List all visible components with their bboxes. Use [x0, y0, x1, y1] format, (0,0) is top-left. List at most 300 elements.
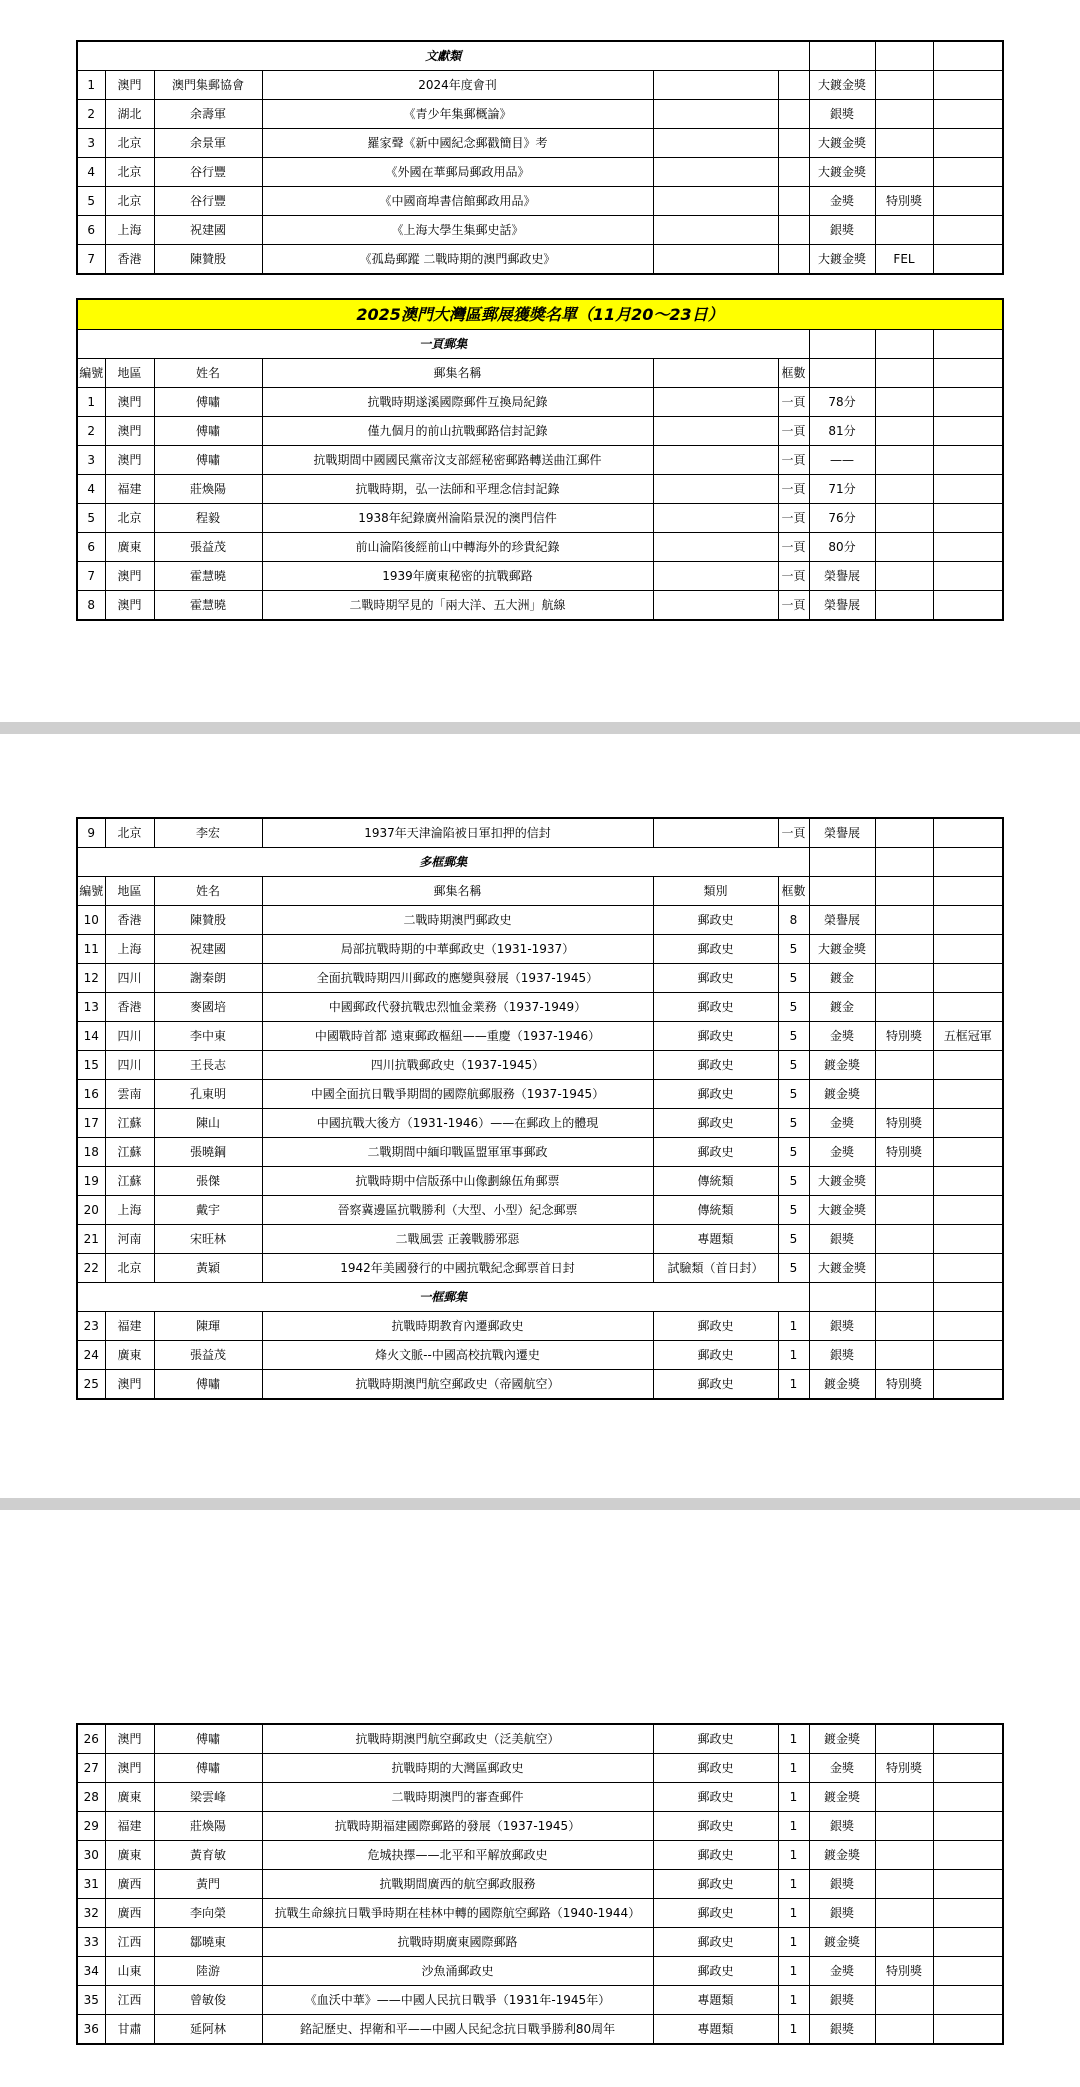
cell-no: 3: [77, 129, 105, 158]
cell-title: 銘記歷史、捍衛和平——中國人民紀念抗日戰爭勝利80周年: [262, 2015, 653, 2045]
column-header: 郵集名稱: [262, 877, 653, 906]
cell-award: 榮譽展: [809, 562, 875, 591]
cell-no: 26: [77, 1724, 105, 1754]
cell-category: [653, 533, 778, 562]
cell-no: 17: [77, 1109, 105, 1138]
cell-category: 傳統類: [653, 1196, 778, 1225]
cell-name: 谷行豐: [154, 158, 262, 187]
cell-no: 5: [77, 187, 105, 216]
cell-no: 10: [77, 906, 105, 935]
cell-category: [653, 158, 778, 187]
table-row: [77, 1254, 1003, 1283]
cell-title: 抗戰時期澳門航空郵政史（泛美航空）: [262, 1724, 653, 1754]
cell-name: 李宏: [154, 818, 262, 848]
cell-category: [653, 417, 778, 446]
cell-title: 《孤島郵蹤 二戰時期的澳門郵政史》: [262, 245, 653, 275]
cell-frames: [778, 71, 809, 100]
cell-region: 北京: [105, 129, 154, 158]
cell-category: [653, 591, 778, 621]
column-header: 類別: [653, 877, 778, 906]
cell-title: 《青少年集郵概論》: [262, 100, 653, 129]
cell-extra: [933, 504, 1003, 533]
cell-category: [653, 562, 778, 591]
cell-special: [875, 591, 933, 621]
table-row: [77, 533, 1003, 562]
cell-category: 郵政史: [653, 1754, 778, 1783]
table-row: [77, 1754, 1003, 1783]
cell-title: 局部抗戰時期的中華郵政史（1931-1937）: [262, 935, 653, 964]
cell-special: [875, 1167, 933, 1196]
awards-table-page-2: [76, 817, 1004, 1400]
cell-title: 抗戰時期的大灣區郵政史: [262, 1754, 653, 1783]
cell-title: 1942年美國發行的中國抗戰紀念郵票首日封: [262, 1254, 653, 1283]
cell-category: 郵政史: [653, 993, 778, 1022]
cell-title: 抗戰時期中信版孫中山像劃線伍角郵票: [262, 1167, 653, 1196]
cell-extra: [933, 129, 1003, 158]
cell-title: 中國全面抗日戰爭期間的國際航郵服務（1937-1945）: [262, 1080, 653, 1109]
cell-frames: 1: [778, 1870, 809, 1899]
cell-category: [653, 245, 778, 275]
table-row: [77, 1870, 1003, 1899]
cell-award: 大鍍金獎: [809, 1254, 875, 1283]
cell-frames: 一頁: [778, 388, 809, 417]
awards-table-page-3: [76, 1723, 1004, 2045]
cell-extra: [933, 475, 1003, 504]
table-row: [77, 446, 1003, 475]
cell-award: 銀獎: [809, 1899, 875, 1928]
section-title: 文獻類: [77, 41, 809, 71]
cell-extra: [933, 964, 1003, 993]
cell-frames: 一頁: [778, 475, 809, 504]
cell-region: 澳門: [105, 388, 154, 417]
cell-award: 鍍金獎: [809, 1080, 875, 1109]
cell-award: 大鍍金獎: [809, 129, 875, 158]
column-header: [875, 359, 933, 388]
cell-name: 傅嘯: [154, 1370, 262, 1400]
cell-name: 傅嘯: [154, 388, 262, 417]
cell-award: 榮譽展: [809, 591, 875, 621]
table-row: [77, 1724, 1003, 1754]
cell-frames: [778, 216, 809, 245]
cell-frames: 5: [778, 935, 809, 964]
cell-extra: [933, 1986, 1003, 2015]
cell-extra: [933, 1341, 1003, 1370]
cell-extra: [933, 591, 1003, 621]
cell-region: 山東: [105, 1957, 154, 1986]
cell-frames: 一頁: [778, 504, 809, 533]
cell-award: 金獎: [809, 1754, 875, 1783]
table-row: [77, 388, 1003, 417]
column-header: 地區: [105, 359, 154, 388]
cell-category: [653, 100, 778, 129]
cell-special: 特別獎: [875, 1022, 933, 1051]
cell-frames: [778, 100, 809, 129]
cell-name: 陳贊殷: [154, 906, 262, 935]
cell-category: [653, 475, 778, 504]
cell-award: 鍍金獎: [809, 1724, 875, 1754]
cell-title: 《外國在華郵局郵政用品》: [262, 158, 653, 187]
cell-name: 張益茂: [154, 1341, 262, 1370]
cell-region: 澳門: [105, 446, 154, 475]
cell-special: [875, 71, 933, 100]
column-header: 框數: [778, 359, 809, 388]
cell-special: [875, 1341, 933, 1370]
cell-extra: [933, 158, 1003, 187]
cell-no: 35: [77, 1986, 105, 2015]
cell-no: 4: [77, 158, 105, 187]
cell-no: 8: [77, 591, 105, 621]
cell-name: 曾敏俊: [154, 1986, 262, 2015]
cell-special: [875, 993, 933, 1022]
cell-special: [875, 1080, 933, 1109]
table-row: [77, 1167, 1003, 1196]
cell-special: [875, 818, 933, 848]
column-header: 姓名: [154, 359, 262, 388]
cell-extra: [933, 1109, 1003, 1138]
cell-special: [875, 1196, 933, 1225]
cell-award: 金獎: [809, 1022, 875, 1051]
column-header: [875, 877, 933, 906]
cell-no: 16: [77, 1080, 105, 1109]
cell-category: 傳統類: [653, 1167, 778, 1196]
cell-frames: 一頁: [778, 562, 809, 591]
cell-name: 陳贊殷: [154, 245, 262, 275]
cell-name: 李向榮: [154, 1899, 262, 1928]
cell-name: 余壽軍: [154, 100, 262, 129]
table-row: [77, 129, 1003, 158]
cell-award: 銀獎: [809, 100, 875, 129]
column-header: [809, 359, 875, 388]
cell-special: 特別獎: [875, 1370, 933, 1400]
cell-no: 24: [77, 1341, 105, 1370]
cell-extra: [933, 935, 1003, 964]
cell-name: 黃門: [154, 1870, 262, 1899]
banner-row: [77, 299, 1003, 330]
cell-award: 大鍍金獎: [809, 935, 875, 964]
cell-no: 28: [77, 1783, 105, 1812]
cell-special: 特別獎: [875, 1754, 933, 1783]
cell-category: [653, 504, 778, 533]
cell-category: [653, 818, 778, 848]
cell-title: 僅九個月的前山抗戰郵路信封記錄: [262, 417, 653, 446]
cell-no: 1: [77, 71, 105, 100]
cell-region: 上海: [105, 216, 154, 245]
column-header: 編號: [77, 877, 105, 906]
cell-category: [653, 388, 778, 417]
cell-frames: [778, 187, 809, 216]
cell-category: 郵政史: [653, 1051, 778, 1080]
cell-category: 郵政史: [653, 906, 778, 935]
cell-title: 1939年廣東秘密的抗戰郵路: [262, 562, 653, 591]
cell-no: 11: [77, 935, 105, 964]
cell-no: 32: [77, 1899, 105, 1928]
cell-name: 祝建國: [154, 935, 262, 964]
column-header: 郵集名稱: [262, 359, 653, 388]
cell-category: [653, 187, 778, 216]
table-row: [77, 1080, 1003, 1109]
column-header-row: [77, 359, 1003, 388]
cell-extra: [933, 100, 1003, 129]
cell-award: 銀獎: [809, 1812, 875, 1841]
cell-category: 郵政史: [653, 1899, 778, 1928]
cell-category: 郵政史: [653, 1724, 778, 1754]
table-row: [77, 591, 1003, 621]
cell-special: 特別獎: [875, 1109, 933, 1138]
cell-special: [875, 1986, 933, 2015]
cell-frames: 一頁: [778, 818, 809, 848]
cell-region: 香港: [105, 906, 154, 935]
cell-award: 大鍍金獎: [809, 1167, 875, 1196]
cell-region: 香港: [105, 993, 154, 1022]
cell-title: 二戰時期罕見的「兩大洋、五大洲」航線: [262, 591, 653, 621]
cell-special: 特別獎: [875, 1138, 933, 1167]
cell-frames: 1: [778, 1986, 809, 2015]
cell-region: 廣東: [105, 1783, 154, 1812]
cell-award: 鍍金獎: [809, 1051, 875, 1080]
cell-extra: [933, 1080, 1003, 1109]
cell-extra: [933, 1957, 1003, 1986]
cell-special: [875, 906, 933, 935]
cell-frames: 5: [778, 1254, 809, 1283]
cell-special: [875, 1254, 933, 1283]
cell-award: 金獎: [809, 187, 875, 216]
cell-special: [875, 388, 933, 417]
cell-title: 抗戰時期廣東國際郵路: [262, 1928, 653, 1957]
cell-no: 5: [77, 504, 105, 533]
cell-name: 陳琿: [154, 1312, 262, 1341]
cell-title: 抗戰時期澳門航空郵政史（帝國航空）: [262, 1370, 653, 1400]
cell-no: 13: [77, 993, 105, 1022]
table-row: [77, 993, 1003, 1022]
column-header: 編號: [77, 359, 105, 388]
table-row: [77, 562, 1003, 591]
cell-extra: [933, 1841, 1003, 1870]
cell-no: 1: [77, 388, 105, 417]
cell-name: 麥國培: [154, 993, 262, 1022]
cell-no: 7: [77, 245, 105, 275]
cell-category: 郵政史: [653, 1928, 778, 1957]
table-row: [77, 1783, 1003, 1812]
cell-name: 陸游: [154, 1957, 262, 1986]
cell-title: 中國抗戰大後方（1931-1946）——在郵政上的體現: [262, 1109, 653, 1138]
cell-category: 專題類: [653, 2015, 778, 2045]
table-row: [77, 1370, 1003, 1400]
table-row: [77, 504, 1003, 533]
cell-region: 江西: [105, 1928, 154, 1957]
cell-award: 鍍金獎: [809, 1928, 875, 1957]
cell-region: 香港: [105, 245, 154, 275]
cell-award: 81分: [809, 417, 875, 446]
column-header: [653, 359, 778, 388]
cell-name: 黃育敏: [154, 1841, 262, 1870]
cell-award: 金獎: [809, 1957, 875, 1986]
cell-title: 《血沃中華》——中國人民抗日戰爭（1931年-1945年）: [262, 1986, 653, 2015]
cell-award: 榮譽展: [809, 818, 875, 848]
cell-name: 傅嘯: [154, 1724, 262, 1754]
cell-category: 郵政史: [653, 1109, 778, 1138]
cell-name: 謝秦朗: [154, 964, 262, 993]
column-header-row: [77, 877, 1003, 906]
cell-category: 專題類: [653, 1986, 778, 2015]
cell-title: 四川抗戰郵政史（1937-1945）: [262, 1051, 653, 1080]
awards-table-one-page: [76, 298, 1004, 621]
cell-frames: 5: [778, 1138, 809, 1167]
cell-extra: [933, 216, 1003, 245]
cell-award: 大鍍金獎: [809, 245, 875, 275]
cell-frames: [778, 158, 809, 187]
cell-frames: 1: [778, 1724, 809, 1754]
cell-name: 莊煥陽: [154, 1812, 262, 1841]
cell-no: 27: [77, 1754, 105, 1783]
cell-frames: 1: [778, 1754, 809, 1783]
cell-title: 抗戰生命線抗日戰爭時期在桂林中轉的國際航空郵路（1940-1944）: [262, 1899, 653, 1928]
cell-region: 江西: [105, 1986, 154, 2015]
cell-region: 福建: [105, 1812, 154, 1841]
cell-title: 2024年度會刊: [262, 71, 653, 100]
cell-region: 江蘇: [105, 1109, 154, 1138]
cell-title: 抗戰時期教育內遷郵政史: [262, 1312, 653, 1341]
cell-frames: 5: [778, 964, 809, 993]
cell-extra: [933, 446, 1003, 475]
table-row: [77, 100, 1003, 129]
cell-no: 9: [77, 818, 105, 848]
cell-region: 廣西: [105, 1899, 154, 1928]
section-title: 多框郵集: [77, 848, 809, 877]
cell-title: 沙魚涌郵政史: [262, 1957, 653, 1986]
cell-special: [875, 964, 933, 993]
cell-award: 80分: [809, 533, 875, 562]
table-row: [77, 1051, 1003, 1080]
cell-award: 榮譽展: [809, 906, 875, 935]
cell-name: 宋旺林: [154, 1225, 262, 1254]
cell-name: 鄒曉東: [154, 1928, 262, 1957]
cell-region: 澳門: [105, 417, 154, 446]
cell-frames: 5: [778, 1196, 809, 1225]
cell-name: 孔東明: [154, 1080, 262, 1109]
table-row: [77, 964, 1003, 993]
cell-award: 金獎: [809, 1138, 875, 1167]
cell-frames: [778, 129, 809, 158]
cell-frames: 1: [778, 1341, 809, 1370]
cell-special: [875, 475, 933, 504]
cell-region: 廣東: [105, 1841, 154, 1870]
cell-region: 北京: [105, 818, 154, 848]
cell-region: 廣東: [105, 1341, 154, 1370]
cell-no: 31: [77, 1870, 105, 1899]
cell-title: 抗戰期間中國國民黨帝汶支部經秘密郵路轉送曲江郵件: [262, 446, 653, 475]
table-row: [77, 158, 1003, 187]
cell-region: 澳門: [105, 1754, 154, 1783]
cell-award: 鍍金獎: [809, 1783, 875, 1812]
cell-special: [875, 935, 933, 964]
cell-category: 郵政史: [653, 1138, 778, 1167]
cell-special: [875, 533, 933, 562]
table-row: [77, 1812, 1003, 1841]
cell-special: [875, 1841, 933, 1870]
literature-table: [76, 40, 1004, 275]
cell-region: 四川: [105, 1022, 154, 1051]
cell-title: 二戰風雲 正義戰勝邪惡: [262, 1225, 653, 1254]
cell-award: 大鍍金獎: [809, 1196, 875, 1225]
cell-category: [653, 446, 778, 475]
cell-no: 23: [77, 1312, 105, 1341]
cell-title: 前山淪陷後經前山中轉海外的珍貴紀錄: [262, 533, 653, 562]
cell-frames: 5: [778, 1022, 809, 1051]
cell-extra: [933, 187, 1003, 216]
cell-frames: 5: [778, 993, 809, 1022]
cell-name: 傅嘯: [154, 417, 262, 446]
cell-special: FEL: [875, 245, 933, 275]
cell-award: 鍍金獎: [809, 1841, 875, 1870]
cell-frames: 5: [778, 1167, 809, 1196]
cell-no: 33: [77, 1928, 105, 1957]
cell-region: 上海: [105, 935, 154, 964]
cell-award: 銀獎: [809, 1312, 875, 1341]
cell-special: [875, 446, 933, 475]
table-row: [77, 71, 1003, 100]
cell-award: 76分: [809, 504, 875, 533]
cell-region: 北京: [105, 158, 154, 187]
table-row: [77, 245, 1003, 275]
cell-no: 22: [77, 1254, 105, 1283]
cell-award: 銀獎: [809, 1986, 875, 2015]
page-separator-1: [0, 722, 1080, 734]
cell-extra: [933, 533, 1003, 562]
cell-special: [875, 129, 933, 158]
cell-region: 江蘇: [105, 1138, 154, 1167]
cell-title: 《中國商埠書信館郵政用品》: [262, 187, 653, 216]
cell-award: 銀獎: [809, 1225, 875, 1254]
cell-region: 四川: [105, 964, 154, 993]
cell-category: 試驗類（首日封）: [653, 1254, 778, 1283]
cell-extra: [933, 245, 1003, 275]
cell-special: 特別獎: [875, 187, 933, 216]
cell-title: 烽火文脈--中國高校抗戰內遷史: [262, 1341, 653, 1370]
cell-no: 14: [77, 1022, 105, 1051]
cell-special: 特別獎: [875, 1957, 933, 1986]
cell-category: [653, 216, 778, 245]
cell-name: 余景軍: [154, 129, 262, 158]
cell-category: 郵政史: [653, 1957, 778, 1986]
cell-title: 中國郵政代發抗戰忠烈恤金業務（1937-1949）: [262, 993, 653, 1022]
cell-frames: 5: [778, 1051, 809, 1080]
section-title: 一框郵集: [77, 1283, 809, 1312]
cell-award: 大鍍金獎: [809, 71, 875, 100]
cell-special: [875, 1312, 933, 1341]
cell-extra: [933, 1812, 1003, 1841]
cell-award: 鍍金: [809, 993, 875, 1022]
cell-region: 福建: [105, 1312, 154, 1341]
cell-no: 29: [77, 1812, 105, 1841]
cell-frames: 一頁: [778, 446, 809, 475]
cell-extra: [933, 1254, 1003, 1283]
cell-frames: 1: [778, 1928, 809, 1957]
cell-award: 71分: [809, 475, 875, 504]
cell-title: 二戰時期澳門的審查郵件: [262, 1783, 653, 1812]
column-header: [809, 877, 875, 906]
cell-no: 6: [77, 216, 105, 245]
cell-special: [875, 504, 933, 533]
column-header: [933, 877, 1003, 906]
cell-award: 銀獎: [809, 1870, 875, 1899]
cell-special: [875, 562, 933, 591]
cell-extra: [933, 2015, 1003, 2045]
cell-category: 郵政史: [653, 964, 778, 993]
cell-frames: 8: [778, 906, 809, 935]
cell-title: 危城抉擇——北平和平解放郵政史: [262, 1841, 653, 1870]
cell-name: 黃穎: [154, 1254, 262, 1283]
cell-name: 祝建國: [154, 216, 262, 245]
